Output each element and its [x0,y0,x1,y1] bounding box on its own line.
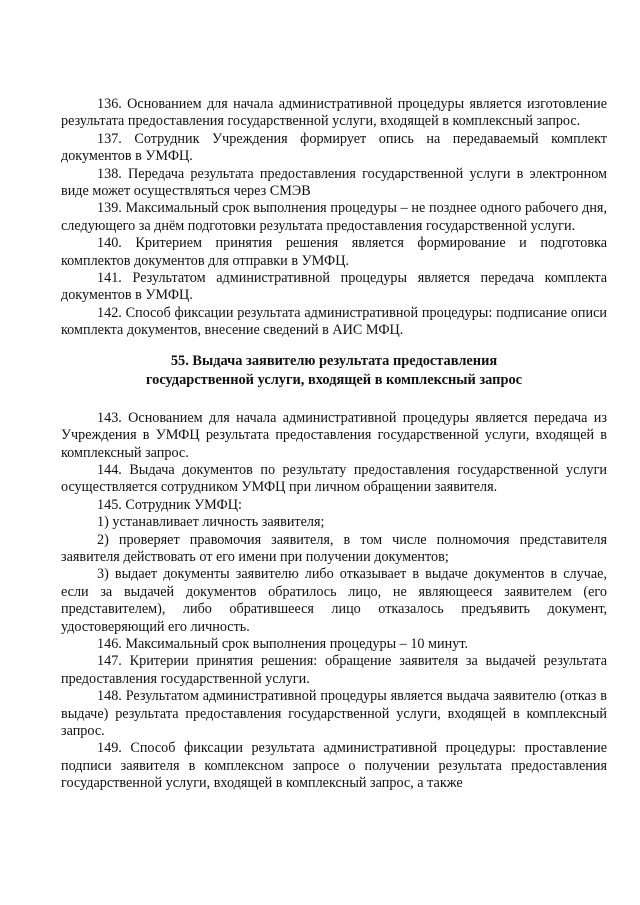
paragraph-141: 141. Результатом административной процедуры является передача комплекта документов в УМФЦ. [61,270,607,304]
paragraph-137: 137. Сотрудник Учреждения формирует опись на передаваемый комплект документов в УМФЦ. [61,130,607,165]
section-heading-line-2: государственной услуги, входящей в комплексный запрос [145,371,523,388]
paragraph-145: 145. Сотрудник УМФЦ: [97,496,242,513]
section-heading [61,352,607,390]
paragraph-148: 148. Результатом административной процедуры является выдача заявителю (отказ в выдаче) результата предоставления государственной услуги, входящей в комплексный запрос. [61,688,607,739]
list-item-3: 3) выдает документы заявителю либо отказывает в выдаче документов в случае, если за выдачей документов обратилось лицо, не являющееся заявителем (его представителем), либо обратившееся лицо отказалось предъявить документ, удостоверяющий его личность. [61,566,607,635]
list-item-1: 1) устанавливает личность заявителя; [97,514,325,531]
paragraph-144: 144. Выдача документов по результату предоставления государственной услуги осуществляется сотрудником УМФЦ при личном обращении заявителя. [61,461,607,496]
paragraph-139: 139. Максимальный срок выполнения процедуры – не позднее одного рабочего дня, следующего за днём подготовки результата предоставления государственной услуги. [61,200,607,234]
section-heading-line-1: 55. Выдача заявителю результата предоставления [170,352,498,369]
document-page [61,96,607,793]
paragraph-146: 146. Максимальный срок выполнения процедуры – 10 минут. [97,635,468,652]
paragraph-136: 136. Основанием для начала административной процедуры является изготовление результата предоставления государственной услуги, входящей в комплексный запрос. [61,96,607,130]
list-item-2: 2) проверяет правомочия заявителя, в том числе полномочия представителя заявителя действовать от его имени при получении документов; [61,531,607,565]
paragraph-147: 147. Критерии принятия решения: обращение заявителя за выдачей результата предоставления государственной услуги. [61,653,607,687]
paragraph-149: 149. Способ фиксации результата административной процедуры: проставление подписи заявителя в комплексном запросе о получении результата предоставления государственной услуги, входящей в комплексный запрос, а также [61,740,607,792]
paragraph-140: 140. Критерием принятия решения является формирование и подготовка комплектов документов для отправки в УМФЦ. [61,235,607,269]
paragraph-142: 142. Способ фиксации результата административной процедуры: подписание описи комплекта документов, внесение сведений в АИС МФЦ. [61,304,607,339]
paragraph-143: 143. Основанием для начала административной процедуры является передача из Учреждения в УМФЦ результата предоставления государственной услуги, входящей в комплексный запрос. [61,409,607,461]
paragraph-138: 138. Передача результата предоставления государственной услуги в электронном виде может осуществляться через СМЭВ [61,165,607,200]
